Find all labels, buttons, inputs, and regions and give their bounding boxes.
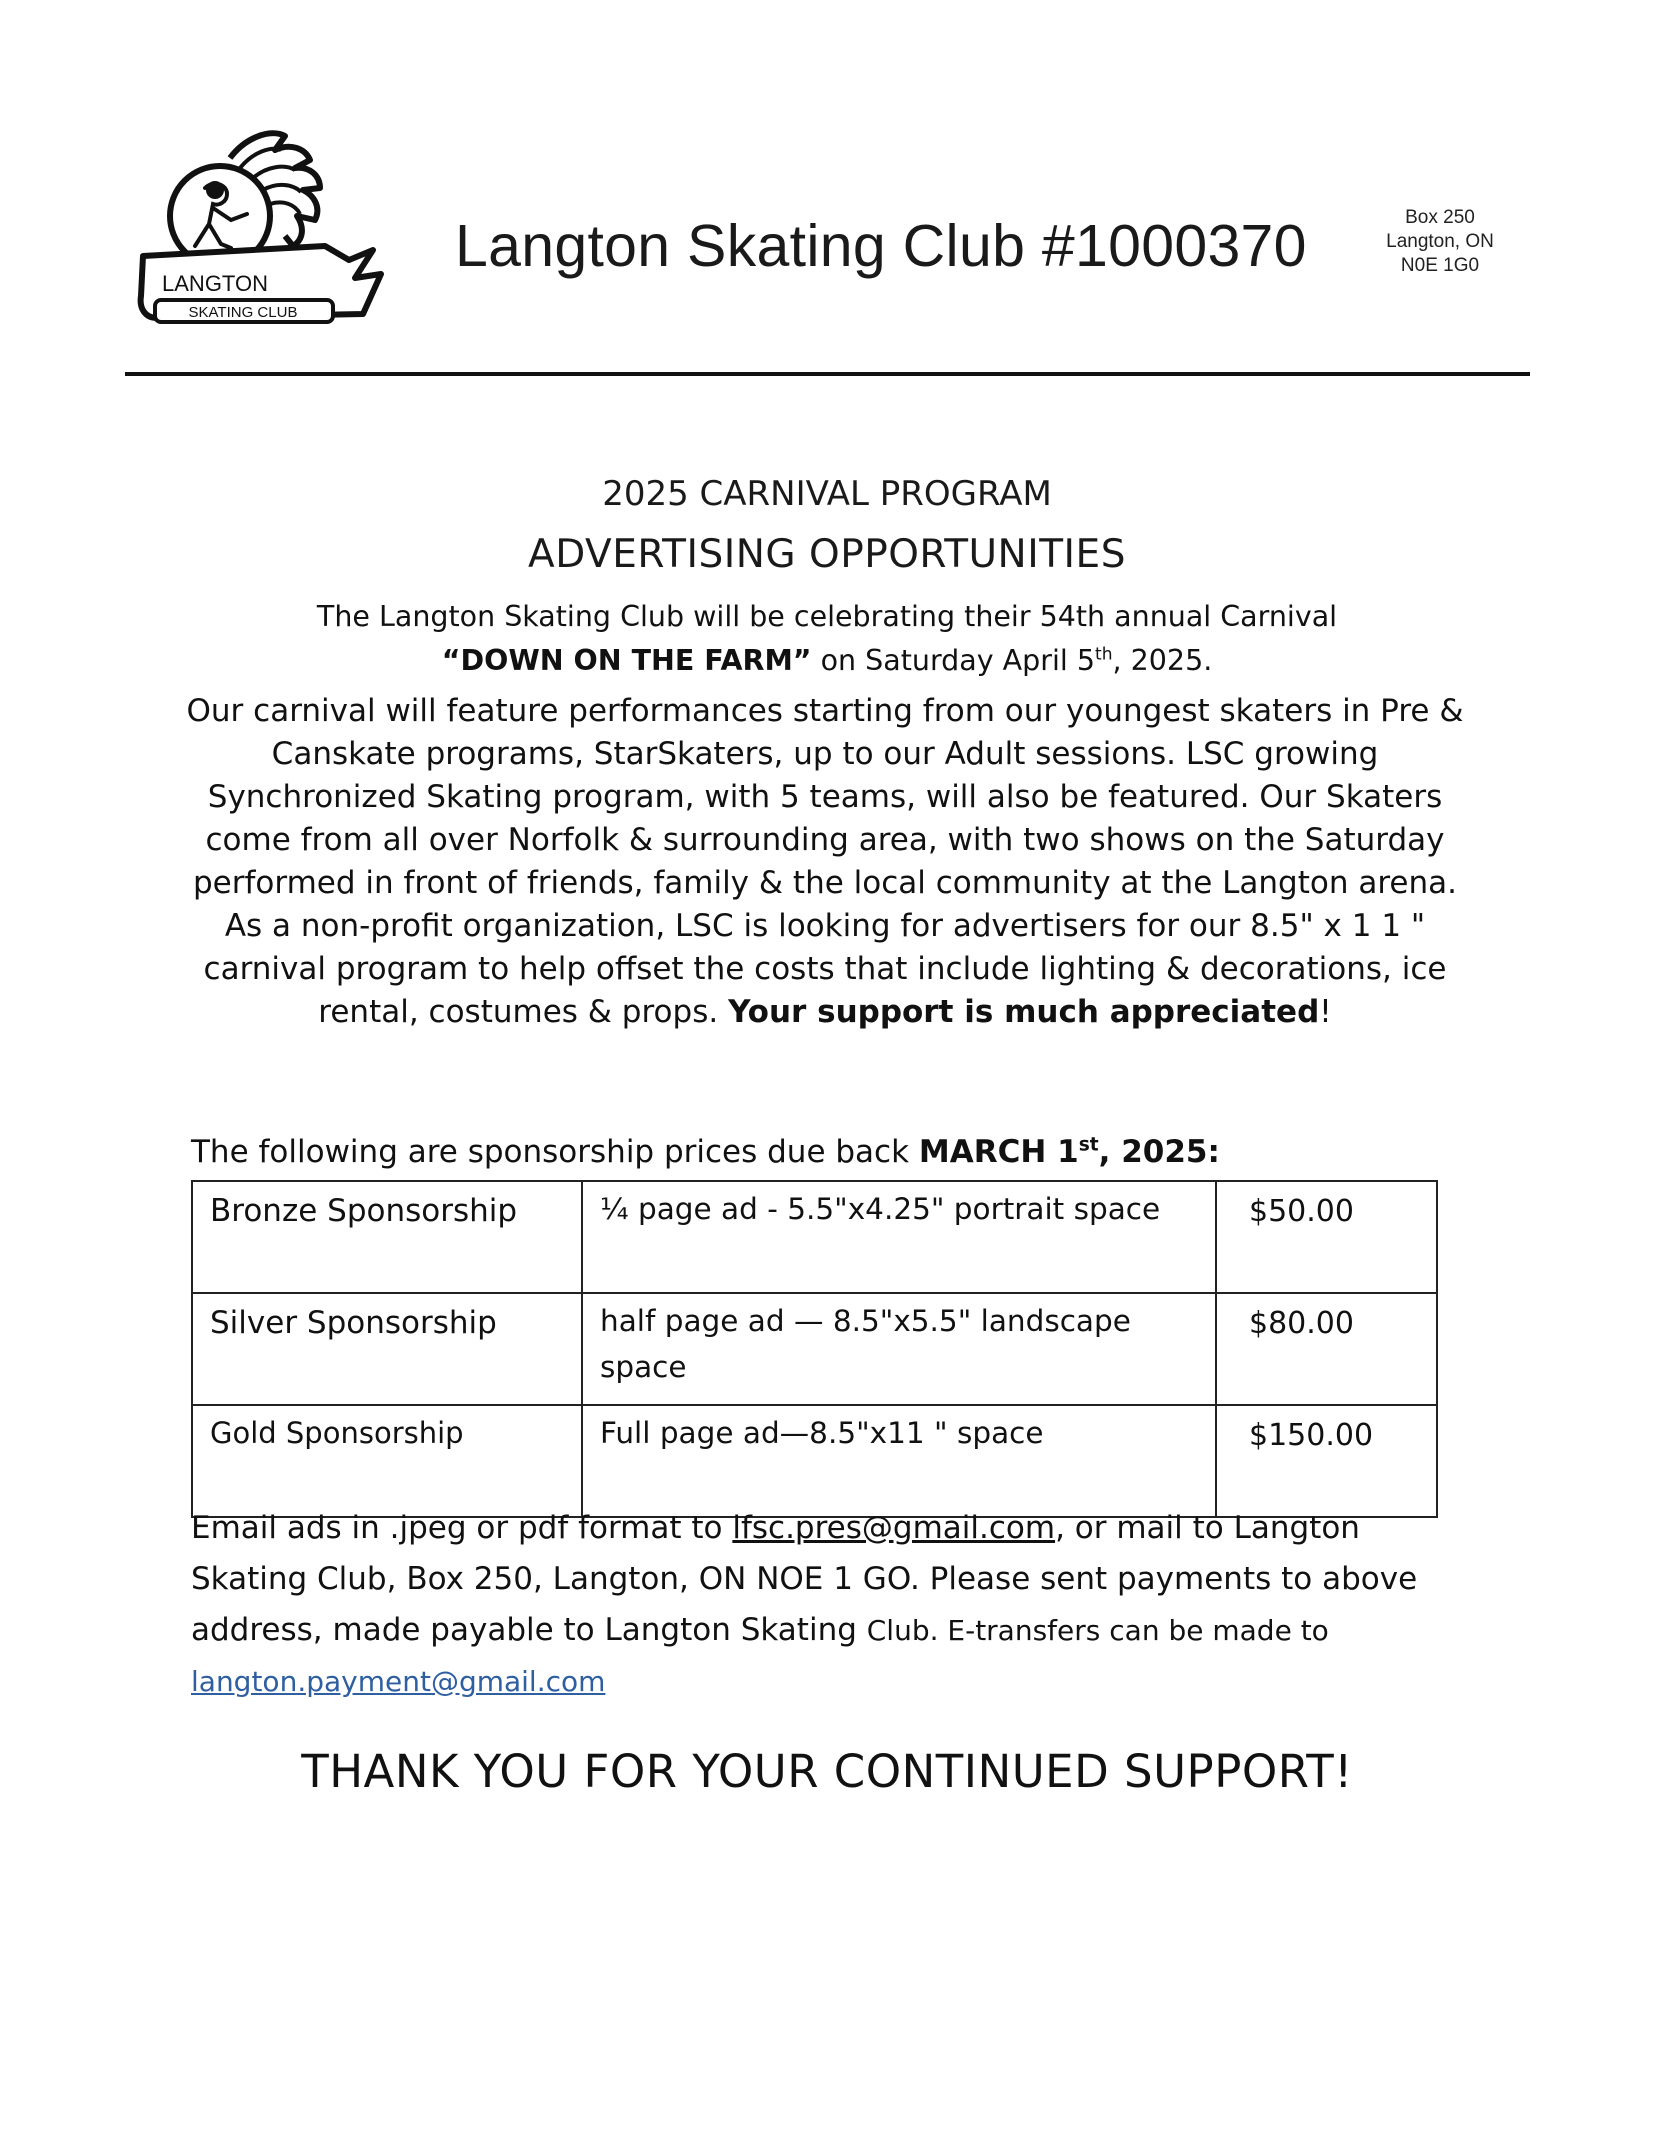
table-row: [192, 1293, 1437, 1405]
description-text: Our carnival will feature performances starting from our youngest skaters in Pre & Canskate programs, StarSkaters, up to our Adult sessions. LSC growing Synchronized Skating program, with 5 teams, will also be featured. Our Skaters come from all over Norfolk & surrounding area, with two shows on the Saturday performed in front of friends, family & the local community at the Langton arena. As a non-profit organization, LSC is looking for advertisers for our 8.5" x 1 1 " carnival program to help offset the costs that include lighting & decorations, ice rental, costumes & props.: [186, 693, 1464, 1030]
ad-size-cell: Full page ad—8.5"x11 " space: [582, 1405, 1216, 1517]
sponsor-level-cell: Bronze Sponsorship: [192, 1181, 582, 1293]
due-date: MARCH 1st, 2025:: [918, 1134, 1220, 1170]
appreciation-text: Your support is much appreciated: [728, 994, 1320, 1030]
table-row: [192, 1181, 1437, 1293]
president-email-link[interactable]: lfsc.pres@gmail.com: [732, 1510, 1056, 1546]
price-cell: $50.00: [1216, 1181, 1437, 1293]
advertising-title: ADVERTISING OPPORTUNITIES: [528, 532, 1126, 577]
theme-date-line: [0, 644, 1654, 677]
logo-text-langton: LANGTON: [162, 271, 268, 296]
skating-club-logo: [135, 128, 385, 336]
header-divider: [125, 372, 1530, 376]
contact-instructions: [191, 1503, 1421, 1707]
sponsorship-intro-text: The following are sponsorship prices due back: [191, 1134, 919, 1170]
club-title: Langton Skating Club #1000370: [455, 213, 1307, 279]
price-cell: $80.00: [1216, 1293, 1437, 1405]
ad-size-cell: half page ad — 8.5"x5.5" landscape space: [582, 1293, 1216, 1405]
ad-size-cell: ¼ page ad - 5.5"x4.25" portrait space: [582, 1181, 1216, 1293]
carnival-description: [180, 690, 1470, 1034]
address-line-3: N0E 1G0: [1400, 255, 1480, 276]
celebration-line: The Langton Skating Club will be celebrating their 54th annual Carnival: [316, 600, 1338, 633]
address-line-1: Box 250: [1405, 207, 1475, 228]
sponsor-level-cell: Gold Sponsorship: [192, 1405, 582, 1517]
logo-text-skating-club: SKATING CLUB: [188, 304, 298, 321]
carnival-theme: “DOWN ON THE FARM”: [441, 644, 812, 677]
sponsorship-table: [191, 1180, 1438, 1518]
sponsorship-intro: [191, 1134, 1220, 1170]
club-address: [1370, 206, 1510, 278]
contact-text-3: Club. E-transfers can be made to: [866, 1614, 1329, 1647]
carnival-year: , 2025.: [1112, 644, 1213, 677]
contact-text-2: , or mail to Langton Skating Club, Box 250, Langton, ON NOE 1 GO. Please sent payments to above address, made payable to Langton Skating: [191, 1510, 1418, 1648]
price-cell: $150.00: [1216, 1405, 1437, 1517]
address-line-2: Langton, ON: [1386, 231, 1494, 252]
appreciation-end: !: [1319, 994, 1332, 1030]
sponsor-level-cell: Silver Sponsorship: [192, 1293, 582, 1405]
program-title: 2025 CARNIVAL PROGRAM: [602, 474, 1052, 514]
table-row: [192, 1405, 1437, 1517]
carnival-date: on Saturday April 5: [811, 644, 1095, 677]
date-suffix: th: [1095, 644, 1113, 665]
contact-text-1: Email ads in .jpeg or pdf format to: [191, 1510, 733, 1546]
thank-you-message: THANK YOU FOR YOUR CONTINUED SUPPORT!: [301, 1745, 1353, 1798]
payment-email-link[interactable]: langton.payment@gmail.com: [191, 1665, 606, 1698]
